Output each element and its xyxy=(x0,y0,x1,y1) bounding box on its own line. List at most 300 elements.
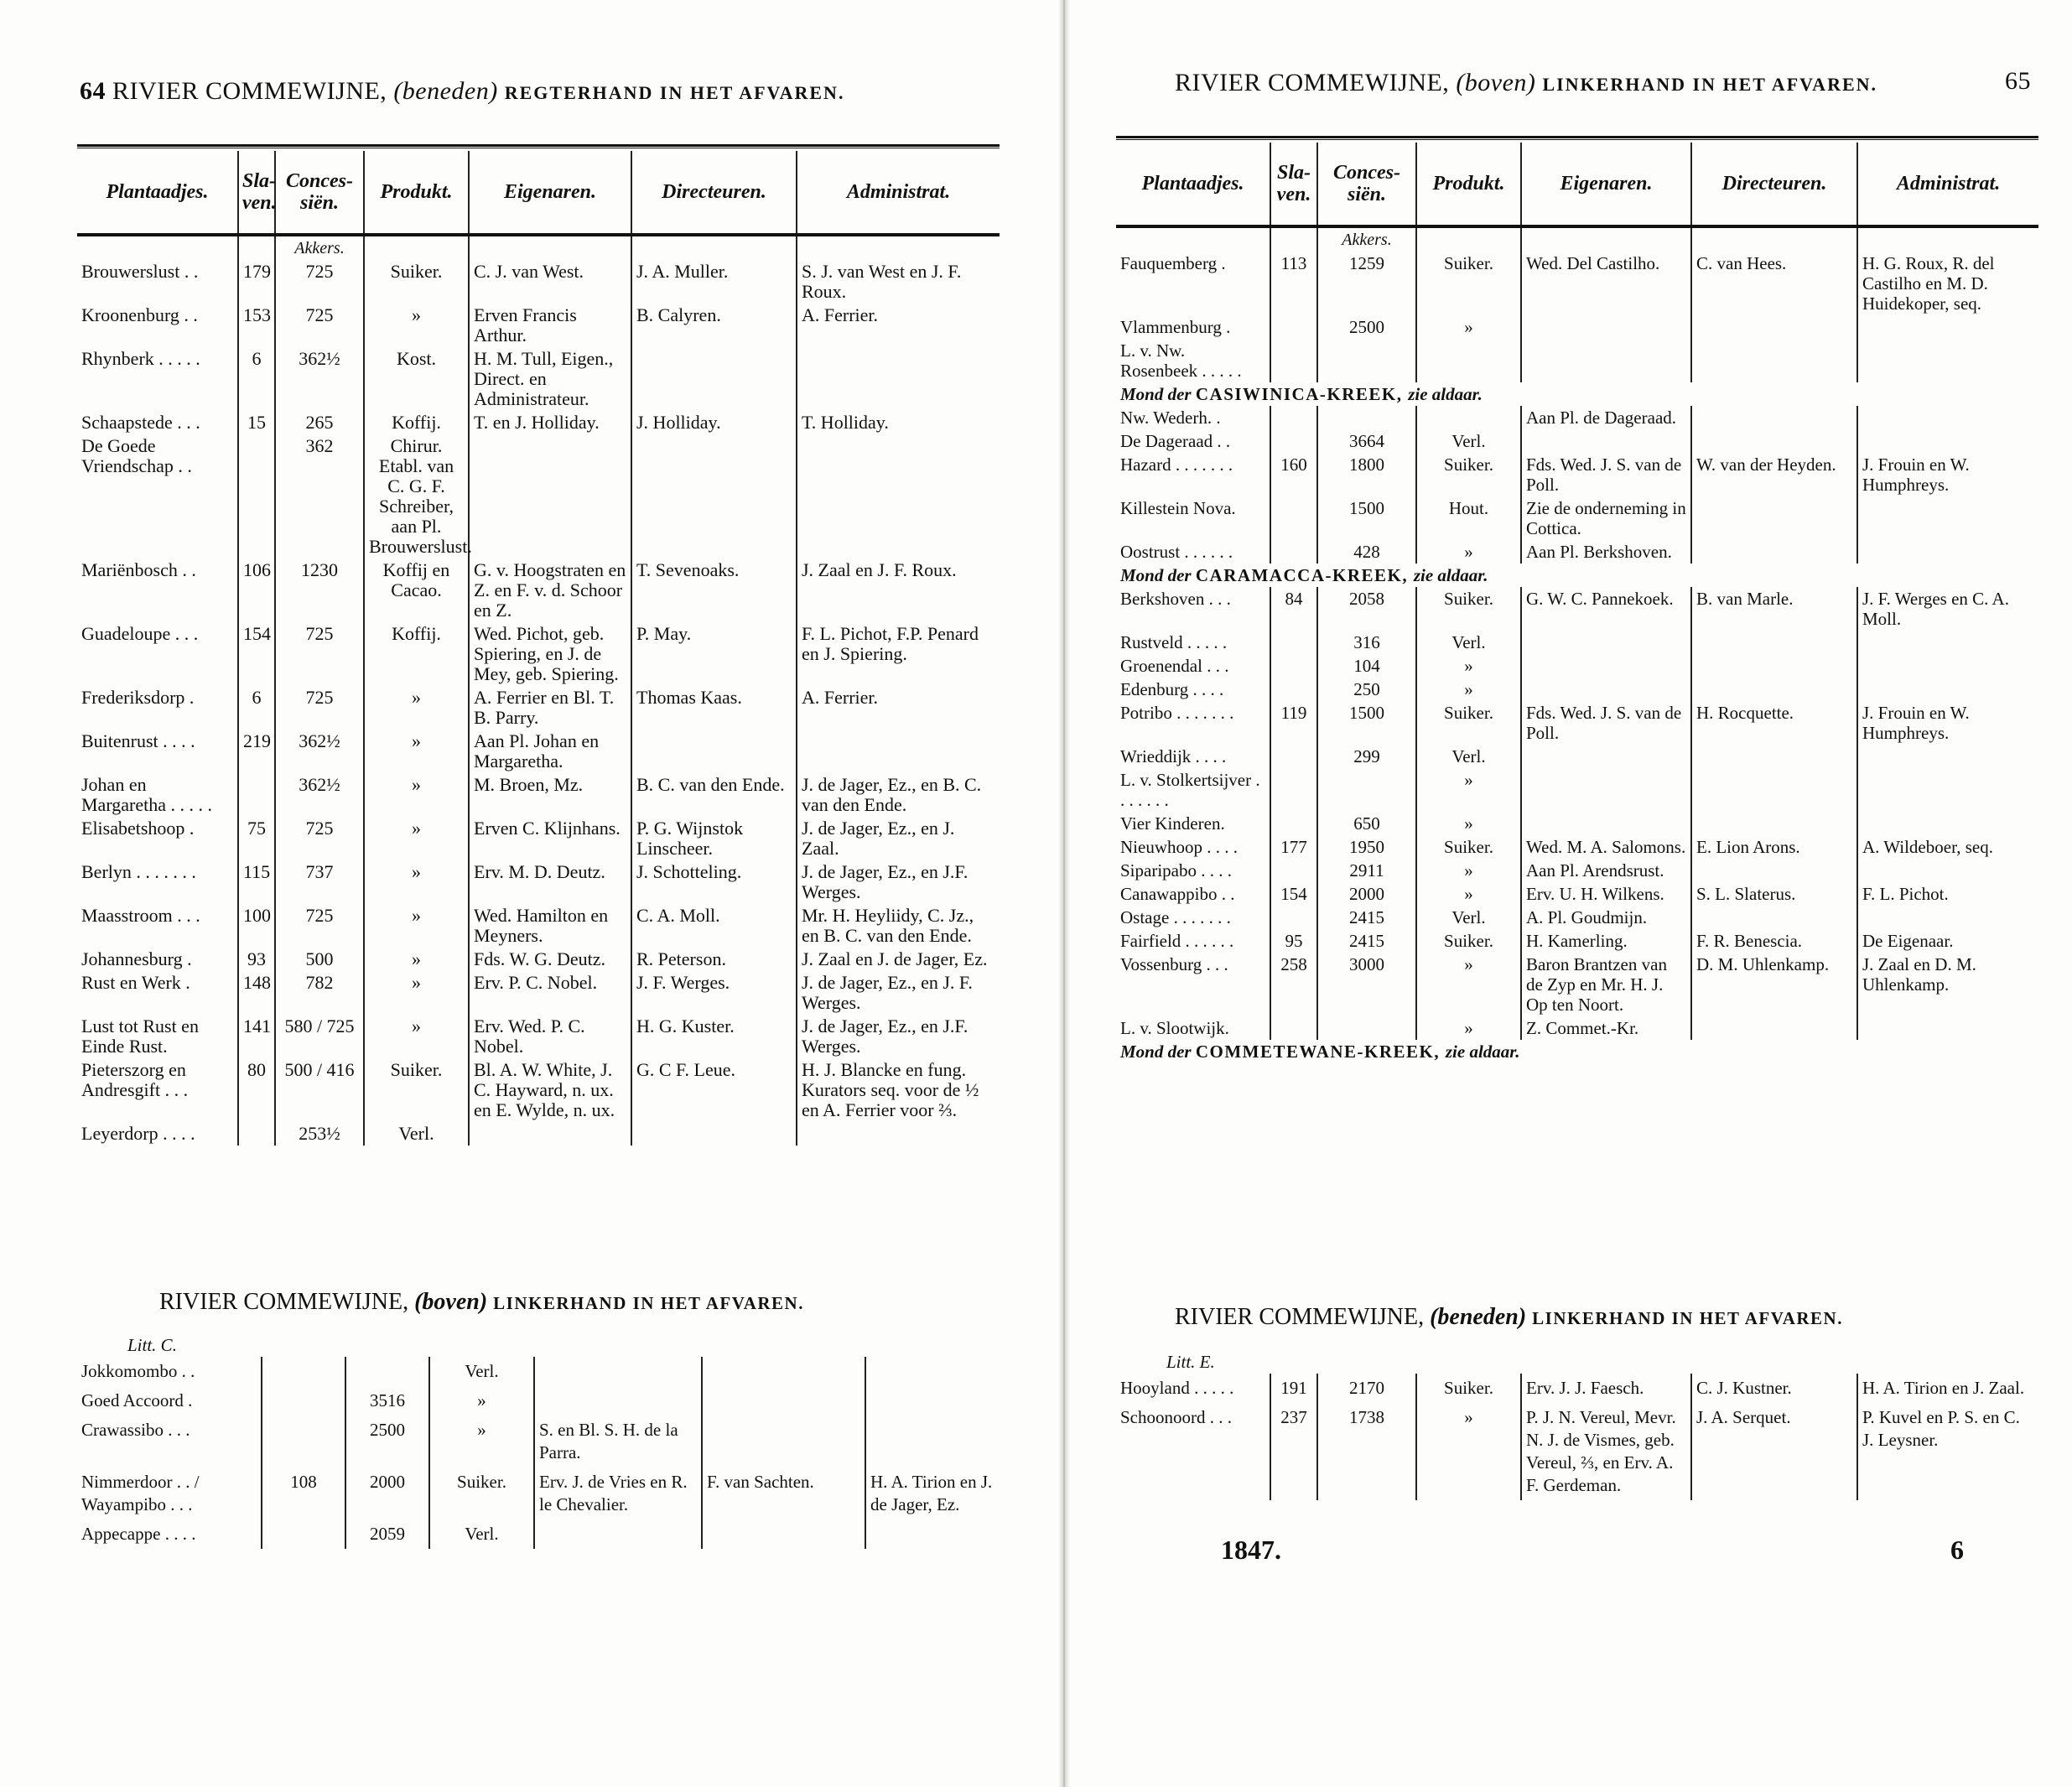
cell-slaven xyxy=(1270,768,1317,812)
cell-name: Rhynberk . . . . . xyxy=(81,348,200,369)
cell-eig xyxy=(1521,339,1691,382)
table-row xyxy=(77,434,1000,558)
cell-eig: Wed. Hamilton en Meyners. xyxy=(469,904,631,948)
table-row xyxy=(77,1519,1000,1549)
cell-eig: A. Pl. Goudmijn. xyxy=(1521,906,1691,929)
cell-slaven: 84 xyxy=(1270,587,1317,631)
right-page-number: 65 xyxy=(2005,67,2031,95)
cell-eig: Erven C. Klijnhans. xyxy=(469,817,631,860)
cell-conc: 3000 xyxy=(1317,953,1416,1016)
cell-adm: P. Kuvel en P. S. en C. J. Leysner. xyxy=(1857,1403,2038,1500)
cell-conc xyxy=(1317,406,1416,429)
cell-slaven: 115 xyxy=(238,860,275,904)
table-row xyxy=(1116,339,2038,382)
left-top-rule xyxy=(77,144,1000,148)
table-row xyxy=(1116,929,2038,953)
column-header-dir: Directeuren. xyxy=(1691,143,1857,226)
column-header-slaven: Sla-ven. xyxy=(238,151,275,235)
cell-dir: W. van der Heyden. xyxy=(1691,453,1857,496)
cell-name: Maasstroom . . . xyxy=(81,905,200,926)
cell-name: Hooyland . . . . . xyxy=(1120,1378,1234,1398)
cell-conc xyxy=(345,1357,429,1386)
cell-prod: » xyxy=(364,730,469,773)
right-head-part: (boven) xyxy=(1456,69,1536,96)
cell-prod: » xyxy=(1416,768,1521,812)
cell-conc: 2058 xyxy=(1317,587,1416,631)
cell-adm xyxy=(1857,768,2038,812)
table-row xyxy=(77,1416,1000,1468)
cell-prod: Verl. xyxy=(1416,745,1521,768)
cell-prod: » xyxy=(429,1386,534,1416)
column-header-eig: Eigenaren. xyxy=(1521,143,1691,226)
cell-slaven: 6 xyxy=(238,686,275,730)
cell-prod: Suiker. xyxy=(364,1058,469,1122)
table-row xyxy=(1116,1016,2038,1040)
cell-slaven xyxy=(1270,339,1317,382)
cell-slaven: 6 xyxy=(238,347,275,411)
cell-name: Frederiksdorp . xyxy=(81,687,195,708)
cell-conc: 725 xyxy=(275,260,364,304)
cell-conc: 500 / 416 xyxy=(275,1058,364,1122)
cell-conc: 2059 xyxy=(345,1519,429,1549)
table-row xyxy=(1116,654,2038,678)
table-row xyxy=(1116,906,2038,929)
cell-prod: » xyxy=(1416,859,1521,882)
cell-dir xyxy=(631,730,797,773)
cell-name: Guadeloupe . . . xyxy=(81,623,199,644)
cell-conc xyxy=(1317,339,1416,382)
cell-slaven: 258 xyxy=(1270,953,1317,1016)
cell-dir: H. Rocquette. xyxy=(1691,701,1857,745)
cell-conc: 650 xyxy=(1317,812,1416,835)
cell-name: Nieuwhoop . . . . xyxy=(1120,837,1238,857)
cell-adm: J. de Jager, Ez., en J. Zaal. xyxy=(797,817,1000,860)
cell-dir: B. C. van den Ende. xyxy=(631,773,797,817)
table-row xyxy=(1116,252,2038,315)
creek-name: CASIWINICA-KREEK, xyxy=(1195,384,1409,404)
cell-adm: J. de Jager, Ez., en B. C. van den Ende. xyxy=(797,773,1000,817)
table-row xyxy=(1116,631,2038,654)
cell-eig: G. W. C. Pannekoek. xyxy=(1521,587,1691,631)
cell-dir: C. A. Moll. xyxy=(631,904,797,948)
cell-prod: » xyxy=(1416,1016,1521,1040)
right-page xyxy=(1070,0,2072,1787)
table-row xyxy=(77,260,1000,304)
cell-eig xyxy=(469,1122,631,1145)
cell-slaven: 93 xyxy=(238,948,275,971)
cell-slaven: 154 xyxy=(238,622,275,686)
table-row xyxy=(77,1468,1000,1519)
cell-adm: H. A. Tirion en J. Zaal. xyxy=(1857,1374,2038,1403)
cell-slaven xyxy=(1270,631,1317,654)
cell-conc: 580 / 725 xyxy=(275,1015,364,1058)
table-row xyxy=(1116,496,2038,540)
cell-prod: Hout. xyxy=(1416,496,1521,540)
column-header-prod: Produkt. xyxy=(364,151,469,235)
cell-adm: J. Frouin en W. Humphreys. xyxy=(1857,453,2038,496)
cell-conc: 2911 xyxy=(1317,859,1416,882)
cell-conc: 1259 xyxy=(1317,252,1416,315)
cell-name: De Dageraad . . xyxy=(1120,431,1231,451)
left-head-part: (beneden) xyxy=(393,77,498,105)
cell-slaven xyxy=(1270,906,1317,929)
cell-dir xyxy=(1691,406,1857,429)
cell-eig: S. en Bl. S. H. de la Parra. xyxy=(534,1416,702,1468)
cell-adm xyxy=(1857,496,2038,540)
cell-conc: 362½ xyxy=(275,730,364,773)
cell-conc: 316 xyxy=(1317,631,1416,654)
table-row xyxy=(1116,429,2038,453)
cell-slaven: 148 xyxy=(238,971,275,1015)
cell-dir: P. G. Wijnstok Linscheer. xyxy=(631,817,797,860)
cell-name: Rust en Werk . xyxy=(81,972,190,993)
cell-dir: T. Sevenoaks. xyxy=(631,558,797,622)
cell-dir xyxy=(1691,654,1857,678)
cell-eig: Fds. Wed. J. S. van de Poll. xyxy=(1521,701,1691,745)
cell-eig xyxy=(1521,678,1691,701)
litt-row xyxy=(77,1329,1000,1357)
cell-conc: 362½ xyxy=(275,347,364,411)
cell-conc: 725 xyxy=(275,304,364,347)
table-row xyxy=(77,1122,1000,1145)
cell-prod: Verl. xyxy=(1416,631,1521,654)
cell-slaven: 95 xyxy=(1270,929,1317,953)
cell-dir: B. van Marle. xyxy=(1691,587,1857,631)
cell-dir xyxy=(631,434,797,558)
cell-prod: Koffij. xyxy=(364,411,469,434)
table-row xyxy=(1116,882,2038,906)
cell-conc: 2415 xyxy=(1317,929,1416,953)
cell-dir: B. Calyren. xyxy=(631,304,797,347)
table-row xyxy=(77,817,1000,860)
table-row xyxy=(1116,540,2038,564)
left-s2-side: LINKERHAND IN HET AFVAREN. xyxy=(493,1293,804,1313)
table-row xyxy=(77,1015,1000,1058)
right-running-head xyxy=(1175,69,1877,97)
cell-dir xyxy=(1691,906,1857,929)
cell-adm xyxy=(1857,1016,2038,1040)
cell-name: Berlyn . . . . . . . xyxy=(81,861,196,882)
cell-dir xyxy=(1691,678,1857,701)
footer-signature: 6 xyxy=(1950,1535,1964,1565)
cell-adm xyxy=(865,1386,1000,1416)
cell-prod: Verl. xyxy=(429,1519,534,1549)
left-section2-heading xyxy=(159,1289,804,1316)
table-row xyxy=(1116,1374,2038,1403)
right-s2-side: LINKERHAND IN HET AFVAREN. xyxy=(1532,1308,1843,1328)
right-section2-heading xyxy=(1175,1304,1843,1331)
cell-slaven xyxy=(238,773,275,817)
cell-slaven xyxy=(262,1386,345,1416)
cell-eig: Baron Brantzen van de Zyp en Mr. H. J. Op ten Noort. xyxy=(1521,953,1691,1016)
cell-name: Nw. Wederh. . xyxy=(1120,408,1221,428)
cell-name: Vier Kinderen. xyxy=(1120,813,1225,834)
cell-eig: A. Ferrier en Bl. T. B. Parry. xyxy=(469,686,631,730)
table-row xyxy=(1116,835,2038,859)
cell-dir: F. van Sachten. xyxy=(702,1468,865,1519)
cell-name: De Goede Vriendschap . . xyxy=(81,435,192,476)
cell-conc: 362½ xyxy=(275,773,364,817)
cell-slaven xyxy=(1270,315,1317,339)
table-row xyxy=(77,686,1000,730)
cell-name: Killestein Nova. xyxy=(1120,498,1236,518)
cell-prod: » xyxy=(1416,882,1521,906)
cell-eig: H. M. Tull, Eigen., Direct. en Administrateur. xyxy=(469,347,631,411)
cell-conc: 2500 xyxy=(1317,315,1416,339)
cell-slaven xyxy=(1270,540,1317,564)
cell-prod: » xyxy=(1416,654,1521,678)
cell-slaven xyxy=(1270,406,1317,429)
cell-eig xyxy=(534,1519,702,1549)
cell-adm xyxy=(1857,745,2038,768)
cell-adm: J. de Jager, Ez., en J. F. Werges. xyxy=(797,971,1000,1015)
table-row xyxy=(77,558,1000,622)
cell-adm: F. L. Pichot, F.P. Penard en J. Spiering. xyxy=(797,622,1000,686)
right-head-river: RIVIER COMMEWIJNE, xyxy=(1175,69,1450,96)
cell-slaven: 141 xyxy=(238,1015,275,1058)
cell-prod: Verl. xyxy=(1416,429,1521,453)
unit-label: Akkers. xyxy=(294,239,345,257)
cell-conc: 253½ xyxy=(275,1122,364,1145)
cell-name: Brouwerslust . . xyxy=(81,261,199,282)
cell-dir xyxy=(1691,429,1857,453)
table-row xyxy=(77,730,1000,773)
cell-conc: 500 xyxy=(275,948,364,971)
cell-slaven xyxy=(262,1357,345,1386)
cell-name: Vossenburg . . . xyxy=(1120,954,1228,974)
cell-conc: 2000 xyxy=(1317,882,1416,906)
cell-slaven: 100 xyxy=(238,904,275,948)
table-row xyxy=(1116,1403,2038,1500)
footer-year: 1847. xyxy=(1221,1535,1281,1565)
cell-eig: T. en J. Holliday. xyxy=(469,411,631,434)
cell-slaven: 15 xyxy=(238,411,275,434)
cell-eig: H. Kamerling. xyxy=(1521,929,1691,953)
cell-slaven xyxy=(1270,496,1317,540)
cell-slaven xyxy=(1270,678,1317,701)
cell-prod: » xyxy=(364,817,469,860)
cell-prod: » xyxy=(1416,540,1521,564)
creek-name: CARAMACCA-KREEK, xyxy=(1195,565,1414,585)
cell-name: Hazard . . . . . . . xyxy=(1120,455,1233,475)
cell-prod: Suiker. xyxy=(1416,929,1521,953)
cell-slaven xyxy=(238,434,275,558)
cell-adm xyxy=(1857,906,2038,929)
cell-name: Crawassibo . . . xyxy=(81,1420,190,1440)
cell-eig: Aan Pl. Arendsrust. xyxy=(1521,859,1691,882)
table-row xyxy=(77,347,1000,411)
cell-conc: 362 xyxy=(275,434,364,558)
cell-name: Jokkomombo . . xyxy=(81,1361,195,1381)
cell-name: Fauquemberg . xyxy=(1120,253,1226,273)
cell-adm xyxy=(1857,429,2038,453)
cell-dir: G. C F. Leue. xyxy=(631,1058,797,1122)
left-table-2 xyxy=(77,1329,1000,1549)
cell-eig: Aan Pl. Berkshoven. xyxy=(1521,540,1691,564)
cell-adm: J. de Jager, Ez., en J.F. Werges. xyxy=(797,1015,1000,1058)
cell-slaven xyxy=(1270,1016,1317,1040)
cell-eig: Fds. Wed. J. S. van de Poll. xyxy=(1521,453,1691,496)
cell-eig xyxy=(1521,768,1691,812)
column-header-eig: Eigenaren. xyxy=(469,151,631,235)
cell-adm xyxy=(797,347,1000,411)
mond-prefix: Mond der xyxy=(1120,1042,1196,1062)
cell-adm xyxy=(865,1519,1000,1549)
cell-prod: » xyxy=(1416,1403,1521,1500)
cell-eig: Aan Pl. Johan en Margaretha. xyxy=(469,730,631,773)
cell-dir xyxy=(631,347,797,411)
cell-prod: » xyxy=(364,1015,469,1058)
cell-name: Edenburg . . . . xyxy=(1120,679,1224,699)
cell-adm xyxy=(1857,812,2038,835)
table-row xyxy=(77,948,1000,971)
right-s2-river: RIVIER COMMEWIJNE, xyxy=(1175,1304,1425,1330)
cell-slaven: 108 xyxy=(262,1468,345,1519)
cell-eig xyxy=(1521,654,1691,678)
left-s2-river: RIVIER COMMEWIJNE, xyxy=(159,1289,409,1315)
unit-row xyxy=(77,235,1000,260)
table-row xyxy=(1116,745,2038,768)
cell-conc: 1500 xyxy=(1317,496,1416,540)
column-header-dir: Directeuren. xyxy=(631,151,797,235)
table-row xyxy=(1116,453,2038,496)
cell-name: L. v. Nw. Rosenbeek . . . . . xyxy=(1120,340,1242,381)
cell-slaven xyxy=(1270,654,1317,678)
cell-eig: Wed. Del Castilho. xyxy=(1521,252,1691,315)
cell-adm xyxy=(1857,406,2038,429)
column-header-slaven: Sla-ven. xyxy=(1270,143,1317,226)
cell-adm xyxy=(1857,678,2038,701)
cell-name: Mariënbosch . . xyxy=(81,559,196,580)
cell-eig: Erv. J. de Vries en R. le Chevalier. xyxy=(534,1468,702,1519)
column-header-adm: Administrat. xyxy=(1857,143,2038,226)
cell-dir: C. J. Kustner. xyxy=(1691,1374,1857,1403)
table-row xyxy=(1116,587,2038,631)
cell-dir: E. Lion Arons. xyxy=(1691,835,1857,859)
cell-dir xyxy=(1691,768,1857,812)
cell-eig: Erv. J. J. Faesch. xyxy=(1521,1374,1691,1403)
cell-prod: Suiker. xyxy=(1416,453,1521,496)
cell-conc: 2000 xyxy=(345,1468,429,1519)
cell-slaven xyxy=(1270,429,1317,453)
cell-adm: A. Ferrier. xyxy=(797,304,1000,347)
cell-eig xyxy=(1521,315,1691,339)
table-row xyxy=(1116,678,2038,701)
column-header-name: Plantaadjes. xyxy=(77,151,238,235)
cell-conc: 1738 xyxy=(1317,1403,1416,1500)
cell-slaven: 154 xyxy=(1270,882,1317,906)
cell-name: Canawappibo . . xyxy=(1120,884,1235,904)
table-row xyxy=(77,1058,1000,1122)
cell-adm: S. J. van West en J. F. Roux. xyxy=(797,260,1000,304)
column-header-name: Plantaadjes. xyxy=(1116,143,1270,226)
cell-slaven xyxy=(262,1416,345,1468)
cell-conc: 725 xyxy=(275,622,364,686)
cell-eig: Erv. M. D. Deutz. xyxy=(469,860,631,904)
cell-dir: J. F. Werges. xyxy=(631,971,797,1015)
table-row xyxy=(1116,859,2038,882)
cell-dir xyxy=(702,1416,865,1468)
cell-name: Fairfield . . . . . . xyxy=(1120,931,1234,951)
table-row xyxy=(1116,315,2038,339)
cell-adm xyxy=(1857,654,2038,678)
cell-prod: » xyxy=(1416,678,1521,701)
table-row xyxy=(1116,768,2038,812)
cell-prod: Suiker. xyxy=(1416,701,1521,745)
cell-prod: Verl. xyxy=(364,1122,469,1145)
cell-eig: G. v. Hoogstraten en Z. en F. v. d. Schoor en Z. xyxy=(469,558,631,622)
cell-dir xyxy=(631,1122,797,1145)
cell-dir xyxy=(1691,631,1857,654)
cell-conc xyxy=(1317,1016,1416,1040)
cell-eig: P. J. N. Vereul, Mevr. N. J. de Vismes, geb. Vereul, ⅔, en Erv. A. F. Gerdeman. xyxy=(1521,1403,1691,1500)
creek-name: COMMETEWANE-KREEK, xyxy=(1195,1042,1446,1062)
cell-dir xyxy=(702,1519,865,1549)
cell-name: Leyerdorp . . . . xyxy=(81,1123,195,1144)
cell-name: Siparipabo . . . . xyxy=(1120,860,1232,881)
table-row xyxy=(1116,812,2038,835)
cell-conc: 1800 xyxy=(1317,453,1416,496)
cell-name: Rustveld . . . . . xyxy=(1120,632,1228,652)
cell-prod: Suiker. xyxy=(1416,587,1521,631)
cell-prod: » xyxy=(364,304,469,347)
cell-dir: J. Schotteling. xyxy=(631,860,797,904)
cell-conc xyxy=(1317,768,1416,812)
cell-name: Vlammenburg . xyxy=(1120,317,1231,337)
litt-label: Litt. C. xyxy=(127,1335,177,1355)
cell-name: Schaapstede . . . xyxy=(81,412,200,433)
cell-conc: 2170 xyxy=(1317,1374,1416,1403)
cell-conc: 2500 xyxy=(345,1416,429,1468)
cell-conc: 1950 xyxy=(1317,835,1416,859)
cell-prod: Suiker. xyxy=(1416,835,1521,859)
table-row xyxy=(1116,406,2038,429)
cell-name: Goed Accoord . xyxy=(81,1390,193,1410)
table-row xyxy=(77,411,1000,434)
cell-name: L. v. Stolkertsijver . . . . . . . xyxy=(1120,770,1260,810)
cell-prod: » xyxy=(364,971,469,1015)
cell-dir: R. Peterson. xyxy=(631,948,797,971)
cell-prod: Kost. xyxy=(364,347,469,411)
cell-name: Kroonenburg . . xyxy=(81,304,198,325)
cell-name: Oostrust . . . . . . xyxy=(1120,542,1233,562)
cell-conc: 1500 xyxy=(1317,701,1416,745)
table-row xyxy=(77,304,1000,347)
cell-conc: 3664 xyxy=(1317,429,1416,453)
cell-dir: J. Holliday. xyxy=(631,411,797,434)
cell-dir: Thomas Kaas. xyxy=(631,686,797,730)
cell-conc: 2415 xyxy=(1317,906,1416,929)
table-row xyxy=(1116,701,2038,745)
cell-prod: » xyxy=(429,1416,534,1468)
table-row xyxy=(77,904,1000,948)
cell-eig: Wed. M. A. Salomons. xyxy=(1521,835,1691,859)
cell-name: Buitenrust . . . . xyxy=(81,730,195,751)
cell-eig: Erv. P. C. Nobel. xyxy=(469,971,631,1015)
cell-adm: T. Holliday. xyxy=(797,411,1000,434)
cell-slaven: 119 xyxy=(1270,701,1317,745)
cell-eig: Bl. A. W. White, J. C. Hayward, n. ux. en E. Wylde, n. ux. xyxy=(469,1058,631,1122)
cell-dir xyxy=(1691,496,1857,540)
cell-prod: Suiker. xyxy=(1416,252,1521,315)
cell-adm xyxy=(1857,631,2038,654)
cell-adm: J. Zaal en D. M. Uhlenkamp. xyxy=(1857,953,2038,1016)
cell-prod: » xyxy=(364,948,469,971)
mond-suffix: zie aldaar. xyxy=(1408,384,1483,404)
cell-name: Berkshoven . . . xyxy=(1120,589,1231,609)
cell-prod: » xyxy=(364,686,469,730)
cell-dir: S. L. Slaterus. xyxy=(1691,882,1857,906)
